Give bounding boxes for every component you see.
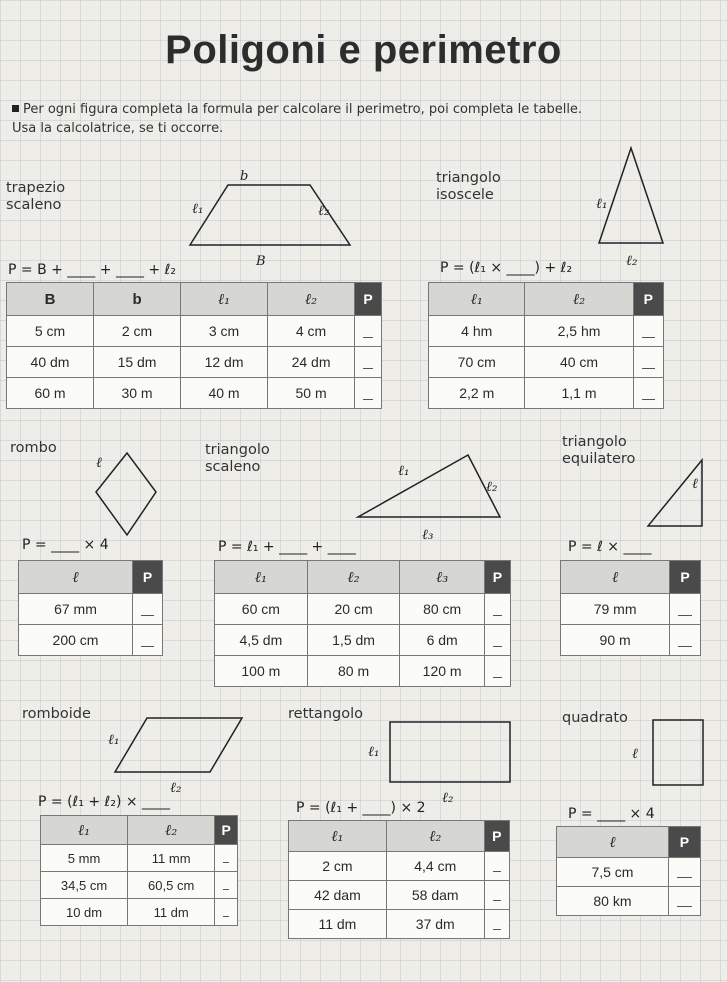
- answer-cell[interactable]: [355, 316, 382, 347]
- answer-cell[interactable]: [133, 594, 163, 625]
- table-header-cell: ℓ: [557, 827, 669, 858]
- table-header-cell: P: [633, 283, 663, 316]
- table-cell: 120 m: [400, 656, 484, 687]
- answer-cell[interactable]: [484, 910, 509, 939]
- answer-cell[interactable]: [133, 625, 163, 656]
- table-cell: 4 hm: [429, 316, 525, 347]
- label-l: ℓ: [692, 476, 698, 492]
- label-quadrato: quadrato: [562, 710, 628, 726]
- label-l3: ℓ₃: [422, 527, 434, 543]
- answer-cell[interactable]: [215, 872, 238, 899]
- answer-cell[interactable]: [355, 347, 382, 378]
- table-cell: 7,5 cm: [557, 858, 669, 887]
- table-cell: 60,5 cm: [128, 872, 215, 899]
- instruction-line-1: Per ogni figura completa la formula per calcolare il perimetro, poi completa le tabelle.: [23, 102, 583, 117]
- label-l1: ℓ₁: [192, 201, 204, 217]
- table-rettangolo: [288, 820, 510, 939]
- table-cell: 2 cm: [289, 852, 387, 881]
- table-row: [561, 594, 701, 625]
- table-header-cell: P: [215, 816, 238, 845]
- table-header-cell: b: [94, 283, 181, 316]
- table-row: [215, 625, 511, 656]
- answer-cell[interactable]: [668, 858, 700, 887]
- table-row: [19, 625, 163, 656]
- instruction-line-2: Usa la calcolatrice, se ti occorre.: [12, 121, 224, 136]
- table-header-cell: ℓ₂: [128, 816, 215, 845]
- table-row: [289, 910, 510, 939]
- table-cell: 79 mm: [561, 594, 670, 625]
- trapezoid-figure: [180, 165, 355, 270]
- label-l2: ℓ₂: [170, 780, 182, 796]
- table-header-cell: ℓ₃: [400, 561, 484, 594]
- rectangle-figure: [360, 716, 520, 806]
- answer-cell[interactable]: [670, 625, 701, 656]
- answer-cell[interactable]: [633, 316, 663, 347]
- table-header-cell: B: [7, 283, 94, 316]
- instructions: [12, 100, 582, 138]
- table-equilatero: [560, 560, 701, 656]
- table-cell: 15 dm: [94, 347, 181, 378]
- table-cell: 60 m: [7, 378, 94, 409]
- answer-cell[interactable]: [633, 347, 663, 378]
- table-cell: 30 m: [94, 378, 181, 409]
- table-cell: 42 dam: [289, 881, 387, 910]
- answer-cell[interactable]: [484, 656, 510, 687]
- label-rombo: rombo: [10, 440, 57, 456]
- table-cell: 40 m: [181, 378, 268, 409]
- table-header-cell: ℓ: [19, 561, 133, 594]
- table-cell: 80 km: [557, 887, 669, 916]
- table-cell: 200 cm: [19, 625, 133, 656]
- table-isoscele: [428, 282, 664, 409]
- table-cell: 40 dm: [7, 347, 94, 378]
- table-cell: 4 cm: [268, 316, 355, 347]
- label-l1: ℓ₁: [398, 463, 410, 479]
- table-cell: 67 mm: [19, 594, 133, 625]
- label-l2: ℓ₂: [318, 203, 330, 219]
- table-cell: 10 dm: [41, 899, 128, 926]
- isosceles-triangle-figure: [588, 140, 668, 270]
- table-row: [7, 347, 382, 378]
- table-cell: 2,5 hm: [525, 316, 633, 347]
- table-header-cell: ℓ₁: [181, 283, 268, 316]
- label-romboide: romboide: [22, 706, 91, 722]
- answer-cell[interactable]: [484, 625, 510, 656]
- label-B: B: [256, 254, 266, 269]
- table-header-cell: ℓ₂: [268, 283, 355, 316]
- answer-cell[interactable]: [484, 594, 510, 625]
- label-rettangolo: rettangolo: [288, 706, 363, 722]
- square-figure: [620, 712, 710, 792]
- label-l: ℓ: [632, 746, 638, 762]
- table-row: [41, 872, 238, 899]
- table-cell: 90 m: [561, 625, 670, 656]
- table-row: [19, 594, 163, 625]
- table-trapezio: [6, 282, 382, 409]
- scalene-triangle-figure: [350, 445, 520, 545]
- table-row: [289, 881, 510, 910]
- label-isoscele: triangolo isoscele: [436, 170, 501, 203]
- table-cell: 60 cm: [215, 594, 308, 625]
- table-cell: 4,5 dm: [215, 625, 308, 656]
- table-cell: 1,5 dm: [307, 625, 400, 656]
- table-header-cell: ℓ₁: [41, 816, 128, 845]
- formula-rettangolo: P = (ℓ₁ + ____) × 2: [296, 800, 426, 816]
- table-romboide: [40, 815, 238, 926]
- page-title: Poligoni e perimetro: [165, 28, 562, 72]
- table-row: [41, 899, 238, 926]
- table-scaleno: [214, 560, 511, 687]
- label-l2: ℓ₂: [626, 253, 638, 269]
- answer-cell[interactable]: [215, 845, 238, 872]
- table-header-cell: P: [484, 821, 509, 852]
- equilateral-triangle-figure: [640, 448, 720, 538]
- table-cell: 11 mm: [128, 845, 215, 872]
- table-cell: 24 dm: [268, 347, 355, 378]
- table-row: [7, 378, 382, 409]
- table-row: [561, 625, 701, 656]
- label-l1: ℓ₁: [596, 196, 608, 212]
- table-row: [429, 316, 664, 347]
- table-cell: 5 cm: [7, 316, 94, 347]
- table-cell: 4,4 cm: [386, 852, 484, 881]
- answer-cell[interactable]: [633, 378, 663, 409]
- bullet-icon: [12, 105, 19, 112]
- table-cell: 34,5 cm: [41, 872, 128, 899]
- table-cell: 11 dm: [128, 899, 215, 926]
- table-cell: 58 dam: [386, 881, 484, 910]
- table-header-cell: ℓ₁: [429, 283, 525, 316]
- table-cell: 100 m: [215, 656, 308, 687]
- table-header-cell: ℓ₂: [307, 561, 400, 594]
- table-row: [289, 852, 510, 881]
- label-l1: ℓ₁: [108, 732, 120, 748]
- table-header-cell: P: [355, 283, 382, 316]
- table-cell: 11 dm: [289, 910, 387, 939]
- table-row: [41, 845, 238, 872]
- label-b: b: [240, 169, 249, 184]
- label-l1: ℓ₁: [368, 744, 380, 760]
- table-row: [429, 347, 664, 378]
- label-l2: ℓ₂: [486, 479, 498, 495]
- table-header-cell: ℓ₁: [215, 561, 308, 594]
- formula-trapezio: P = B + ____ + ____ + ℓ₂: [8, 262, 176, 278]
- formula-equilatero: P = ℓ × ____: [568, 539, 652, 555]
- table-cell: 6 dm: [400, 625, 484, 656]
- table-row: [215, 594, 511, 625]
- answer-cell[interactable]: [355, 378, 382, 409]
- label-equilatero: triangolo equilatero: [562, 434, 636, 467]
- table-cell: 5 mm: [41, 845, 128, 872]
- table-quadrato: [556, 826, 701, 916]
- table-header-cell: P: [668, 827, 700, 858]
- label-scaleno: triangolo scaleno: [205, 442, 270, 475]
- table-cell: 40 cm: [525, 347, 633, 378]
- table-header-cell: P: [133, 561, 163, 594]
- formula-rombo: P = ____ × 4: [22, 537, 109, 553]
- table-row: [557, 858, 701, 887]
- table-cell: 12 dm: [181, 347, 268, 378]
- table-header-cell: ℓ: [561, 561, 670, 594]
- table-cell: 3 cm: [181, 316, 268, 347]
- answer-cell[interactable]: [668, 887, 700, 916]
- table-header-cell: ℓ₂: [525, 283, 633, 316]
- table-row: [215, 656, 511, 687]
- formula-scaleno: P = ℓ₁ + ____ + ____: [218, 539, 356, 555]
- parallelogram-figure: [100, 712, 250, 797]
- table-cell: 1,1 m: [525, 378, 633, 409]
- table-rombo: [18, 560, 163, 656]
- label-l2: ℓ₂: [442, 790, 454, 806]
- table-cell: 2 cm: [94, 316, 181, 347]
- table-cell: 80 cm: [400, 594, 484, 625]
- table-cell: 50 m: [268, 378, 355, 409]
- label-l: ℓ: [96, 455, 102, 471]
- label-trapezio: trapezio scaleno: [6, 180, 66, 213]
- table-header-cell: ℓ₂: [386, 821, 484, 852]
- table-cell: 37 dm: [386, 910, 484, 939]
- table-header-cell: ℓ₁: [289, 821, 387, 852]
- answer-cell[interactable]: [670, 594, 701, 625]
- formula-quadrato: P = ____ × 4: [568, 806, 655, 822]
- table-header-cell: P: [484, 561, 510, 594]
- answer-cell[interactable]: [484, 852, 509, 881]
- rhombus-figure: [60, 445, 170, 545]
- table-cell: 80 m: [307, 656, 400, 687]
- table-row: [429, 378, 664, 409]
- formula-romboide: P = (ℓ₁ + ℓ₂) × ____: [38, 794, 171, 810]
- answer-cell[interactable]: [484, 881, 509, 910]
- answer-cell[interactable]: [215, 899, 238, 926]
- formula-isoscele: P = (ℓ₁ × ____) + ℓ₂: [440, 260, 573, 276]
- table-cell: 70 cm: [429, 347, 525, 378]
- table-header-cell: P: [670, 561, 701, 594]
- table-row: [7, 316, 382, 347]
- table-cell: 20 cm: [307, 594, 400, 625]
- table-cell: 2,2 m: [429, 378, 525, 409]
- table-row: [557, 887, 701, 916]
